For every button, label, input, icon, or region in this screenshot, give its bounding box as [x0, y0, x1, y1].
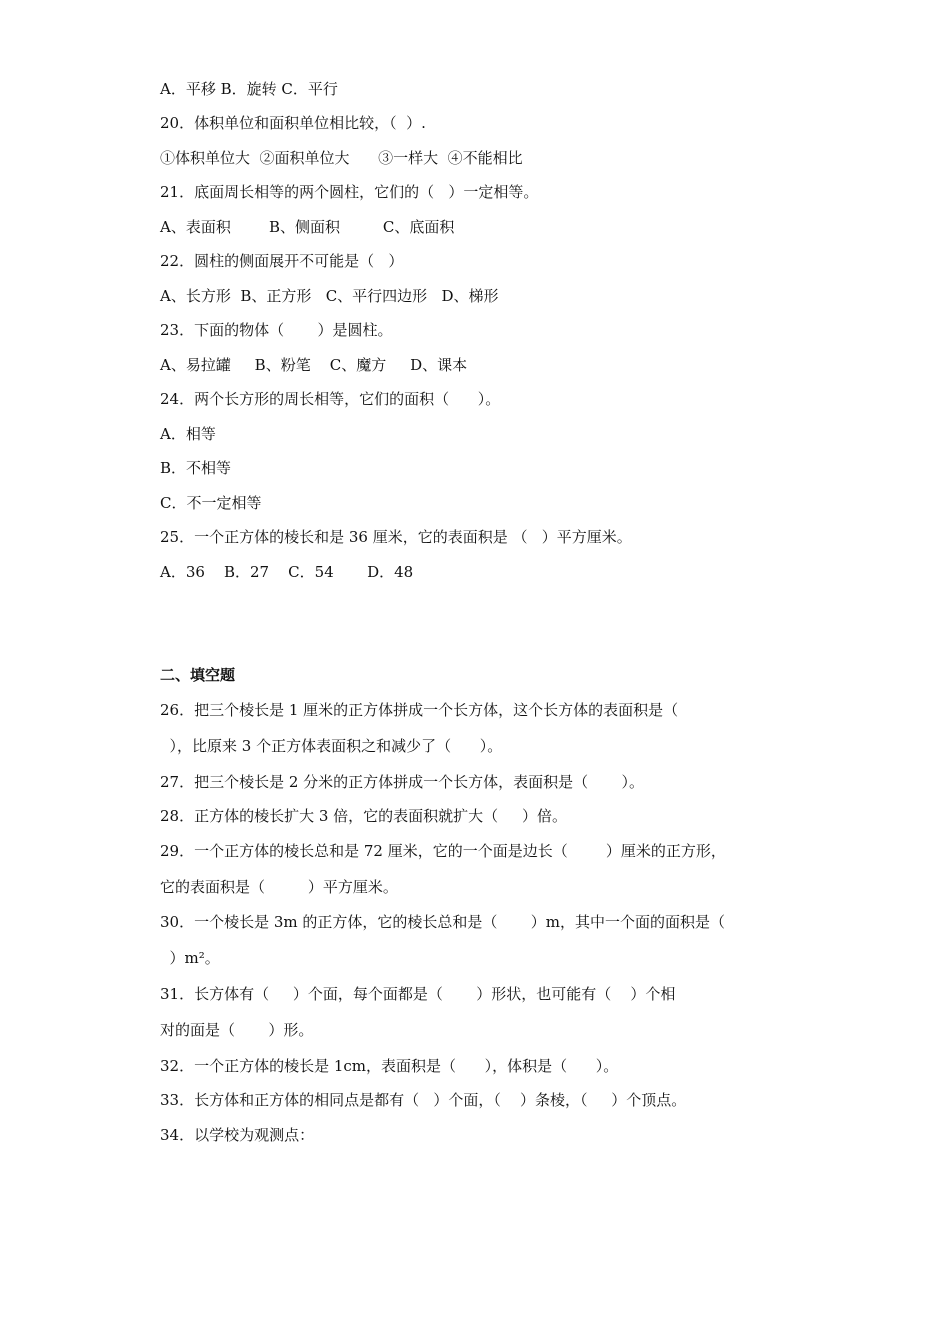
question-29-line-2: 它的表面积是（ ）平方厘米。: [160, 878, 398, 896]
option-24-c: C．不一定相等: [160, 494, 262, 512]
question-34: 34．以学校为观测点：: [160, 1126, 315, 1144]
question-27: 27．把三个棱长是 2 分米的正方体拼成一个长方体，表面积是（ ）。: [160, 773, 645, 791]
question-24: 24．两个长方形的周长相等，它们的面积（ ）。: [160, 390, 501, 408]
question-23: 23．下面的物体（ ）是圆柱。: [160, 321, 393, 339]
question-32: 32．一个正方体的棱长是 1cm，表面积是（ ），体积是（ ）。: [160, 1057, 619, 1075]
question-26-line-1: 26．把三个棱长是 1 厘米的正方体拼成一个长方体，这个长方体的表面积是（: [160, 701, 679, 719]
question-21: 21．底面周长相等的两个圆柱，它们的（ ）一定相等。: [160, 183, 539, 201]
option-line-22: A、长方形 B、正方形 C、平行四边形 D、梯形: [160, 287, 499, 305]
option-line-23: A、易拉罐 B、粉笔 C、魔方 D、课本: [160, 356, 468, 374]
section-heading-fill-in: 二、填空题: [160, 666, 236, 684]
question-33: 33．长方体和正方体的相同点是都有（ ）个面，（ ）条棱，（ ）个顶点。: [160, 1091, 687, 1109]
option-line-25: A．36 B．27 C．54 D．48: [160, 563, 414, 581]
question-30-line-1: 30．一个棱长是 3m 的正方体，它的棱长总和是（ ）m，其中一个面的面积是（: [160, 913, 725, 931]
question-28: 28．正方体的棱长扩大 3 倍，它的表面积就扩大（ ）倍。: [160, 807, 568, 825]
question-31-line-1: 31．长方体有（ ）个面，每个面都是（ ）形状，也可能有（ ）个相: [160, 985, 676, 1003]
question-29-line-1: 29．一个正方体的棱长总和是 72 厘米，它的一个面是边长（ ）厘米的正方形，: [160, 842, 726, 860]
question-20: 20．体积单位和面积单位相比较，（ ）.: [160, 114, 426, 132]
question-22: 22．圆柱的侧面展开不可能是（ ）: [160, 252, 404, 270]
question-25: 25．一个正方体的棱长和是 36 厘米，它的表面积是 （ ）平方厘米。: [160, 528, 632, 546]
option-line-21: A、表面积 B、侧面积 C、底面积: [160, 218, 455, 236]
option-24-b: B．不相等: [160, 459, 232, 477]
option-24-a: A．相等: [160, 425, 216, 443]
option-line-20: ①体积单位大 ②面积单位大 ③一样大 ④不能相比: [160, 149, 523, 167]
question-26-line-2: ），比原来 3 个正方体表面积之和减少了（ ）。: [160, 737, 503, 755]
option-line-19: A．平移 B．旋转 C．平行: [160, 80, 338, 98]
question-31-line-2: 对的面是（ ）形。: [160, 1021, 314, 1039]
question-30-line-2: ）m²。: [160, 949, 220, 967]
